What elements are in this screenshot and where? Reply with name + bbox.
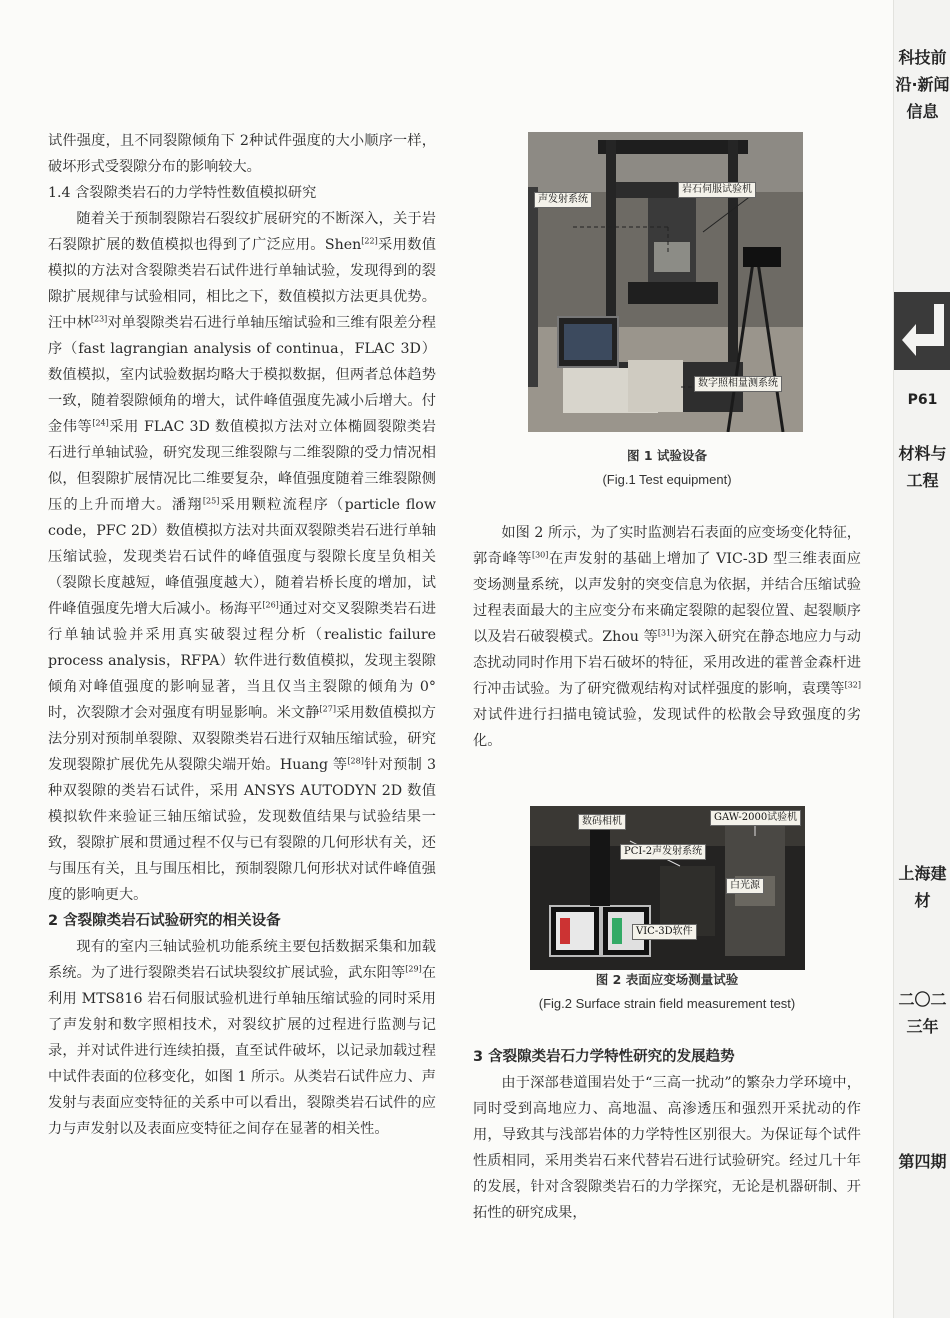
fig1-label-servo-machine: 岩石伺服试验机 [678,182,756,198]
citation-32: [32] [844,680,861,690]
sidebar-issue: 第四期 [898,1152,947,1171]
citation-30: [30] [531,550,549,560]
figure-1-photo [528,132,803,432]
paragraph-development-trend: 由于深部巷道围岩处于“三高一扰动”的繁杂力学环境中，同时受到高地应力、高地温、高渗透压和强烈开采扰动的作用，导致其与浅部岩体的力学特性区别很大。为保证每个试件性质相同，采用类岩石来代替岩石进行试验研究。经过几十年的发展，针对含裂隙类岩石的力学探究，无论是机器研制、开拓性的研究成果， [473,1075,861,1221]
right-column-upper [473,520,861,754]
citation-25: [25] [202,496,220,506]
figure-2-photo [530,806,805,970]
paragraph-continuation: 试件强度，且不同裂隙倾角下 2种试件强度的大小顺序一样，破坏形式受裂隙分布的影响较大。 [48,133,436,175]
fig2-label-vic-software: VIC-3D软件 [632,924,697,940]
section-heading-3: 3 含裂隙类岩石力学特性研究的发展趋势 [473,1049,735,1065]
paragraph-numerical-simulation: 随着关于预制裂隙岩石裂纹扩展研究的不断深入，关于岩石裂隙扩展的数值模拟也得到了广泛应用。Shen[22]采用数值模拟的方法对含裂隙类岩石试件进行单轴试验，发现得到的裂隙扩展规律与试验相同，相比之下，数值模拟方法更具优势。汪中林[23]对单裂隙类岩石进行单轴压缩试验和三维有限差分程序（fast lagrangian analysis of continua，FLAC 3D）数值模拟，室内试验数据均略大于模拟数据，但两者总体趋势一致，随着裂隙倾角的增大，试件峰值强度先减小后增大。付金伟等[24]采用 FLAC 3D 数值模拟方法对立体椭圆裂隙类岩石进行单轴试验，研究发现三维裂隙与二维裂隙的受力情况相似，但裂隙扩展情况比二维要复杂，峰值强度随着三维裂隙侧压的上升而增大。潘翔[25]采用颗粒流程序（particle flow code，PFC 2D）数值模拟方法对共面双裂隙类岩石进行单轴压缩试验，发现类岩石试件的峰值强度与裂隙长度呈负相关（裂隙长度越短，峰值强度越大），随着岩桥长度的增加，试件峰值强度先增大后减小。杨海平[26]通过对交叉裂隙类岩石进行单轴试验并采用真实破裂过程分析（realistic failure process analysis，RFPA）软件进行数值模拟，发现主裂隙倾角对峰值强度的影响显著，当且仅当主裂隙的倾角为 0° 时，次裂隙才会对强度有明显影响。米文静[27]采用数值模拟方法分别对预制单裂隙、双裂隙类岩石进行双轴压缩试验，研究发现裂隙扩展优先从裂隙尖端开始。Huang 等[28]针对预制 3 种双裂隙的类岩石试件，采用 ANSYS AUTODYN 2D 数值模拟软件来验证三轴压缩试验，发现数值结果与试验结果一致，裂隙扩展和贯通过程不仅与已有裂隙的几何形状有关，还与围压有关，且与围压相比，预制裂隙几何形状对试件峰值强度的影响更大。 [48,211,436,903]
fig2-label-gaw-machine: GAW-2000试验机 [710,810,801,826]
paragraph-vic3d: 如图 2 所示，为了实时监测岩石表面的应变场变化特征，郭奇峰等[30]在声发射的基础上增加了 VIC-3D 型三维表面应变场测量系统，以声发射的突变信息为依据，并结合压缩试验过程表面最大的主应变分布来确定裂隙的起裂位置、起裂顺序以及岩石破裂模式。Zhou 等[31]为深入研究在静态地应力与动态扰动同时作用下岩石破坏的特征，采用改进的霍普金森杆进行冲击试验。为了研究微观结构对试样强度的影响，袁璞等[32]对试件进行扫描电镜试验，发现试件的松散会导致强度的劣化。 [473,525,861,749]
sidebar-section: 材料与工程 [898,444,947,490]
figure-2-caption-cn: 图 2 表面应变场测量试验 [595,972,739,987]
fig1-label-acoustic-emission: 声发射系统 [534,192,592,208]
sidebar-year: 二〇二三年 [898,990,947,1036]
section-heading-2: 2 含裂隙类岩石试验研究的相关设备 [48,913,281,929]
return-arrow-icon [894,292,950,370]
citation-28: [28] [347,756,364,766]
fig2-label-camera: 数码相机 [578,814,626,830]
right-column-lower [473,1044,861,1226]
citation-22: [22] [361,236,378,246]
paragraph-equipment: 现有的室内三轴试验机功能系统主要包括数据采集和加载系统。为了进行裂隙类岩石试块裂纹扩展试验，武东阳等[29]在利用 MTS816 岩石伺服试验机进行单轴压缩试验的同时采用了声发射和数字照相技术，对裂纹扩展的过程进行监测与记录，并对试件进行连续拍摄，直至试件破坏，以记录加载过程中试件表面的位移变化，如图 1 所示。从类岩石试件应力、声发射与表面应变特征的关系中可以看出，裂隙类岩石试件的应力与声发射以及表面应变特征之间存在显著的相关性。 [48,939,436,1137]
fig2-label-pci-system: PCI-2声发射系统 [620,844,706,860]
figure-1 [473,128,861,498]
figure-2 [473,802,861,1024]
citation-24: [24] [92,418,109,428]
page-number: P61 [907,392,938,408]
subsection-heading-1-4: 1.4 含裂隙类岩石的力学特性数值模拟研究 [48,185,317,201]
sidebar-column-title: 科技前沿·新闻信息 [895,48,950,121]
citation-26: [26] [262,600,279,610]
figure-1-caption-en: (Fig.1 Test equipment) [602,472,732,487]
figure-2-caption-en: (Fig.2 Surface strain field measurement test) [538,996,796,1011]
citation-31: [31] [657,628,675,638]
citation-27: [27] [319,704,336,714]
sidebar-journal-name: 上海建材 [898,864,947,910]
fig1-label-digital-photo: 数字照相量测系统 [694,376,782,392]
left-column [48,128,436,1142]
citation-23: [23] [90,314,108,324]
fig2-label-white-light: 白光源 [726,878,764,894]
journal-sidebar [893,0,950,1318]
citation-29: [29] [405,964,422,974]
figure-1-caption-cn: 图 1 试验设备 [627,448,707,463]
